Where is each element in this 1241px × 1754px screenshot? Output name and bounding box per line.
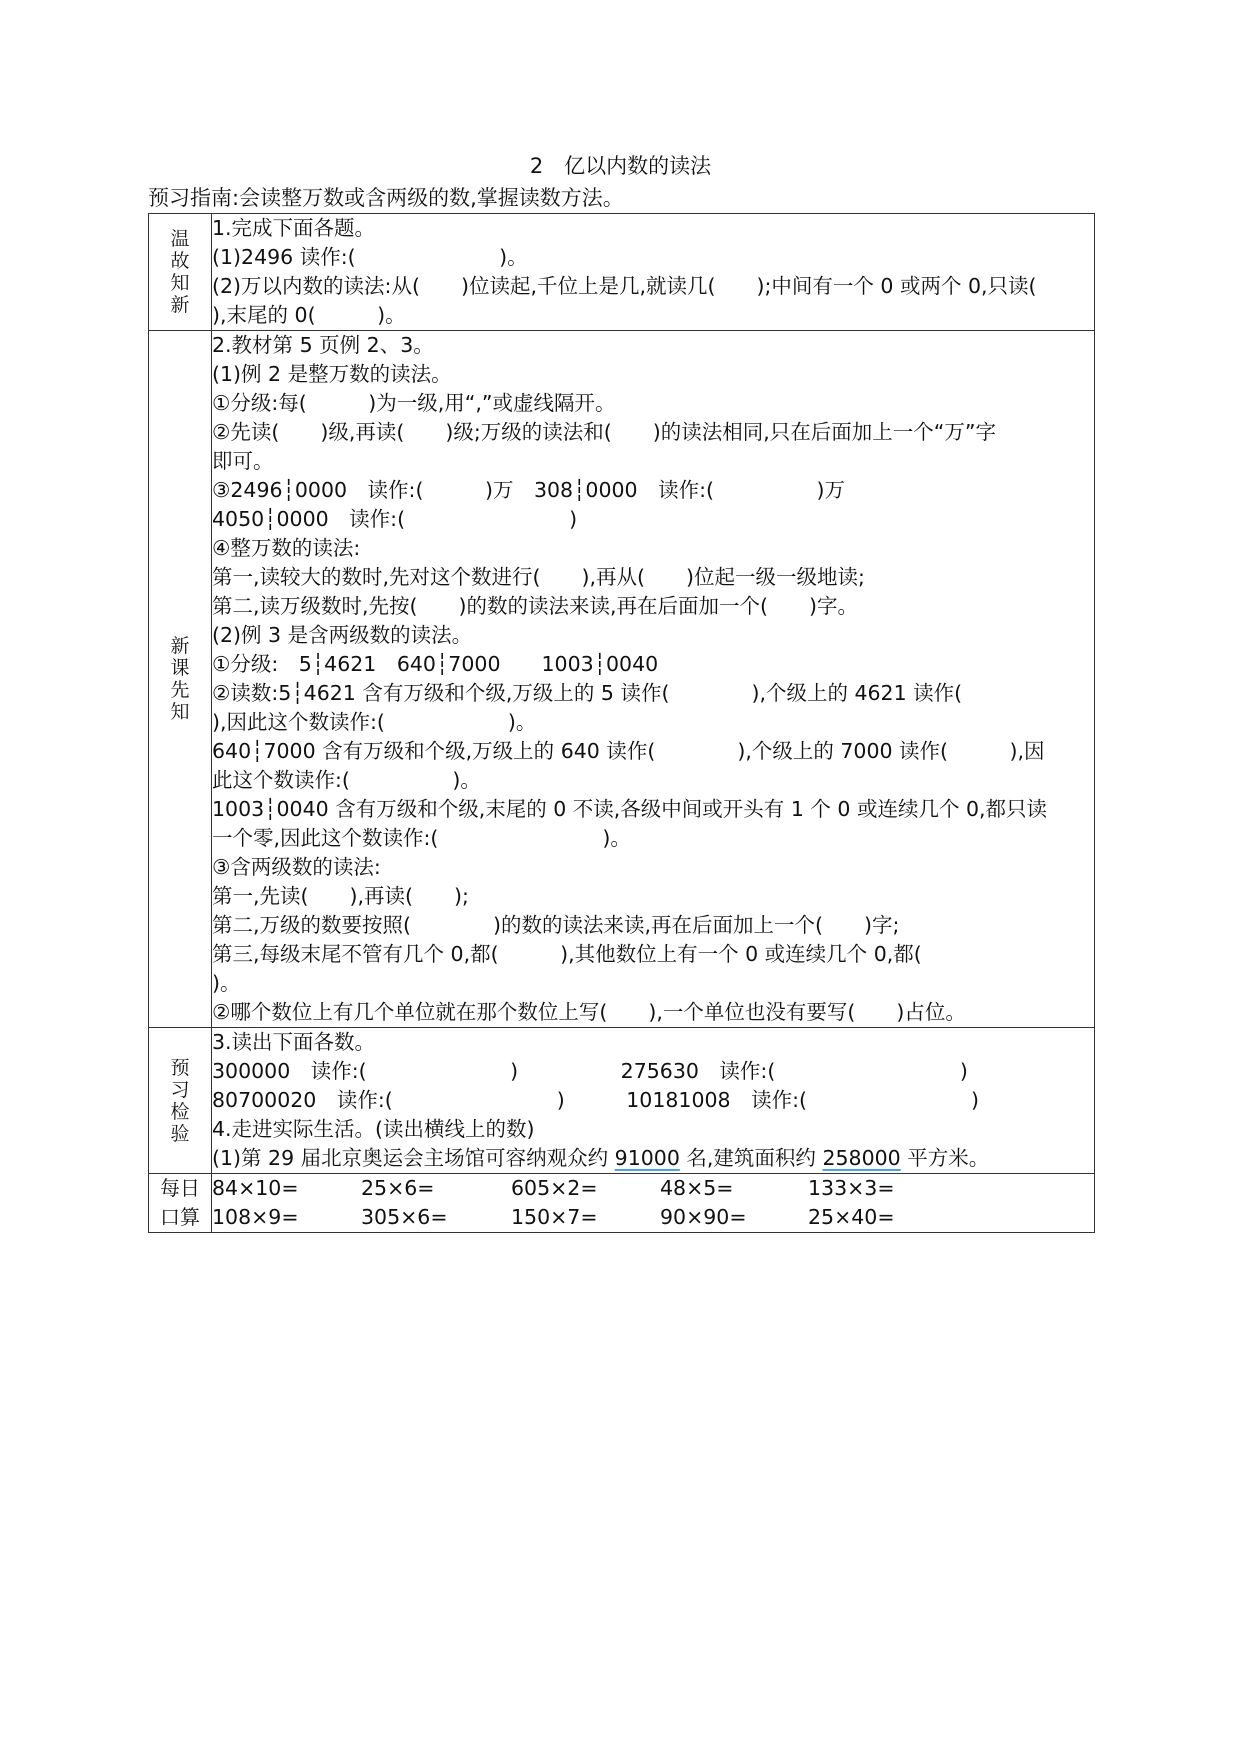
lesson-line: 640┆7000 含有万级和个级,万级上的 640 读作( ),个级上的 7000 读作( ),因	[212, 739, 1045, 763]
calc-row-1	[212, 1174, 1094, 1203]
lesson-line: 第一,先读( ),再读( );	[212, 884, 469, 908]
page-title: 2 亿以内数的读法	[529, 154, 712, 178]
lesson-line: 1003┆0040 含有万级和个级,末尾的 0 不读,各级中间或开头有 1 个 0 或连续几个 0,都只读	[212, 797, 1048, 821]
lesson-line: 第二,万级的数要按照( )的数的读法来读,再在后面加上一个( )字;	[212, 913, 900, 937]
check-line: 3.读出下面各数。	[212, 1030, 376, 1054]
section-label-new-lesson: 新 课 先 知	[149, 331, 212, 1028]
review-heading: 1.完成下面各题。	[212, 216, 376, 240]
lesson-line: 第一,读较大的数时,先对这个数进行( ),再从( )位起一级一级地读;	[212, 565, 865, 589]
calc-row-2	[212, 1203, 1094, 1232]
check-line: 80700020 读作:( ) 10181008 读作:( )	[212, 1088, 979, 1112]
review-q2: (2)万以内数的读法:从( )位读起,千位上是几,就读几( );中间有一个 0 或两个 0,只读(	[212, 274, 1037, 298]
section-review	[149, 214, 1095, 331]
section-new-lesson	[149, 331, 1095, 1028]
lesson-line: (1)例 2 是整万数的读法。	[212, 362, 452, 386]
lesson-line: ②哪个数位上有几个单位就在那个数位上写( ),一个单位也没有要写( )占位。	[212, 1000, 966, 1024]
lesson-line: 此这个数读作:( )。	[212, 768, 481, 792]
lesson-line: ④整万数的读法:	[212, 536, 361, 560]
calc-item: 108×9=	[212, 1205, 299, 1229]
lesson-line: ③2496┆0000 读作:( )万 308┆0000 读作:( )万	[212, 478, 846, 502]
lesson-line: ),因此这个数读作:( )。	[212, 710, 537, 734]
calc-item: 305×6=	[361, 1205, 448, 1229]
lesson-line: 2.教材第 5 页例 2、3。	[212, 333, 434, 357]
underlined-number-91000: 91000	[614, 1146, 680, 1170]
section-preview-check	[149, 1028, 1095, 1174]
lesson-line: 一个零,因此这个数读作:( )。	[212, 826, 631, 850]
lesson-line: ①分级:每( )为一级,用“,”或虚线隔开。	[212, 391, 616, 415]
calc-item: 605×2=	[511, 1176, 598, 1200]
lesson-line: )。	[212, 971, 241, 995]
calc-item: 25×6=	[361, 1176, 435, 1200]
calc-item: 48×5=	[660, 1176, 734, 1200]
lesson-line: ①分级: 5┆4621 640┆7000 1003┆0040	[212, 652, 659, 676]
underlined-number-258000: 258000	[822, 1146, 901, 1170]
check-line: 4.走进实际生活。(读出横线上的数)	[212, 1117, 535, 1141]
lesson-line: (2)例 3 是含两级数的读法。	[212, 623, 473, 647]
calc-item: 90×90=	[660, 1205, 747, 1229]
review-q1: (1)2496 读作:( )。	[212, 245, 528, 269]
worksheet-table	[148, 213, 1095, 1233]
section-label-review: 温 故 知 新	[149, 214, 212, 331]
calc-item: 133×3=	[808, 1176, 895, 1200]
section-content-review	[212, 214, 1095, 331]
section-content-daily-calc	[212, 1174, 1095, 1233]
olympic-question: (1)第 29 届北京奥运会主场馆可容纳观众约 91000 名,建筑面积约 258000 平方米。	[212, 1146, 990, 1170]
preview-guide: 预习指南:会读整万数或含两级的数,掌握读数方法。	[148, 186, 624, 210]
section-daily-calc	[149, 1174, 1095, 1233]
calc-item: 84×10=	[212, 1176, 299, 1200]
lesson-line: ②先读( )级,再读( )级;万级的读法和( )的读法相同,只在后面加上一个“万”字	[212, 420, 997, 444]
section-label-daily-calc: 每日 口算	[149, 1174, 212, 1233]
lesson-line: 4050┆0000 读作:( )	[212, 507, 578, 531]
section-content-new-lesson	[212, 331, 1095, 1028]
calc-item: 25×40=	[808, 1205, 895, 1229]
lesson-line: 第二,读万级数时,先按( )的数的读法来读,再在后面加一个( )字。	[212, 594, 859, 618]
review-q2-cont: ),末尾的 0( )。	[212, 303, 406, 327]
lesson-line: ③含两级数的读法:	[212, 855, 381, 879]
lesson-line: ②读数:5┆4621 含有万级和个级,万级上的 5 读作( ),个级上的 4621 读作(	[212, 681, 963, 705]
section-label-preview-check: 预 习 检 验	[149, 1028, 212, 1174]
lesson-line: 第三,每级末尾不管有几个 0,都( ),其他数位上有一个 0 或连续几个 0,都(	[212, 942, 922, 966]
check-line: 300000 读作:( ) 275630 读作:( )	[212, 1059, 968, 1083]
section-content-preview-check	[212, 1028, 1095, 1174]
lesson-line: 即可。	[212, 449, 274, 473]
calc-item: 150×7=	[511, 1205, 598, 1229]
